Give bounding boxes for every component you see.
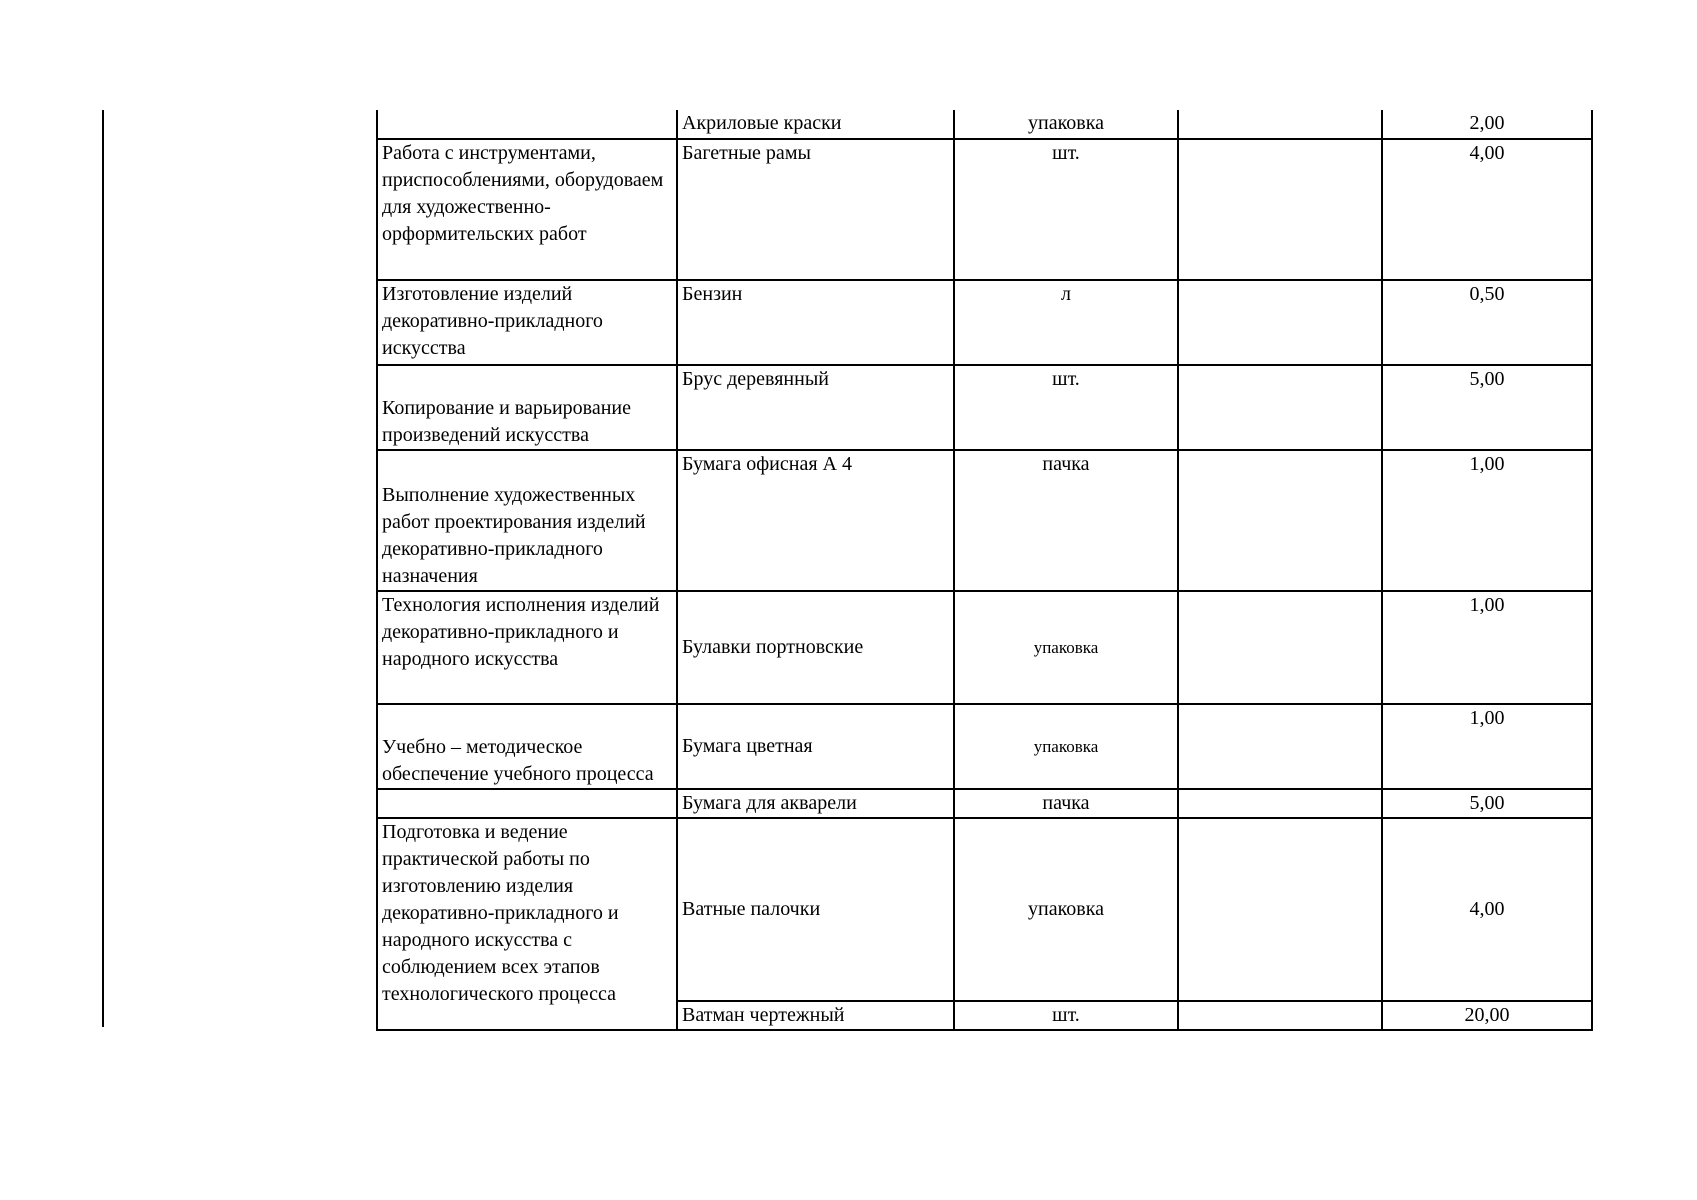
empty-cell xyxy=(1178,704,1382,789)
table-row xyxy=(377,818,1592,1001)
material-name-cell: Бензин xyxy=(677,280,954,365)
material-name-cell: Булавки портновские xyxy=(677,591,954,704)
unit-cell: пачка xyxy=(954,450,1178,591)
unit-cell: л xyxy=(954,280,1178,365)
quantity-cell: 5,00 xyxy=(1382,789,1592,818)
empty-cell xyxy=(1178,450,1382,591)
material-name-cell: Бумага цветная xyxy=(677,704,954,789)
material-name-cell: Ватные палочки xyxy=(677,818,954,1001)
quantity-cell: 1,00 xyxy=(1382,704,1592,789)
table-row xyxy=(377,139,1592,280)
unit-cell: шт. xyxy=(954,1001,1178,1030)
quantity-cell: 5,00 xyxy=(1382,365,1592,450)
quantity-cell: 20,00 xyxy=(1382,1001,1592,1030)
empty-cell xyxy=(1178,591,1382,704)
unit-cell: упаковка xyxy=(954,110,1178,139)
table-row xyxy=(377,704,1592,789)
unit-cell: шт. xyxy=(954,139,1178,280)
quantity-cell: 4,00 xyxy=(1382,818,1592,1001)
materials-table xyxy=(376,110,1593,1031)
table-row xyxy=(377,450,1592,591)
quantity-cell: 2,00 xyxy=(1382,110,1592,139)
section-cell: Копирование и варьирование произведений искусства xyxy=(377,365,677,450)
empty-cell xyxy=(1178,1001,1382,1030)
empty-cell xyxy=(1178,365,1382,450)
empty-cell xyxy=(1178,818,1382,1001)
unit-cell: упаковка xyxy=(954,818,1178,1001)
section-cell: Изготовление изделий декоративно-прикладного искусства xyxy=(377,280,677,365)
section-cell xyxy=(377,110,677,139)
empty-cell xyxy=(1178,280,1382,365)
table-row xyxy=(377,110,1592,139)
section-cell xyxy=(377,789,677,818)
material-name-cell: Брус деревянный xyxy=(677,365,954,450)
table-row xyxy=(377,591,1592,704)
material-name-cell: Акриловые краски xyxy=(677,110,954,139)
quantity-cell: 0,50 xyxy=(1382,280,1592,365)
table-row xyxy=(377,789,1592,818)
material-name-cell: Бумага офисная А 4 xyxy=(677,450,954,591)
table-row xyxy=(377,365,1592,450)
material-name-cell: Багетные рамы xyxy=(677,139,954,280)
material-name-cell: Бумага для акварели xyxy=(677,789,954,818)
section-cell: Работа с инструментами, приспособлениями, оборудоваем для художественно-орформительских работ xyxy=(377,139,677,280)
left-margin-rule xyxy=(102,110,104,1027)
section-cell: Выполнение художественных работ проектирования изделий декоративно-прикладного назначения xyxy=(377,450,677,591)
unit-cell: пачка xyxy=(954,789,1178,818)
section-cell: Подготовка и ведение практической работы по изготовлению изделия декоративно-прикладного и народного искусства с соблюдением всех этапов технологического процесса xyxy=(377,818,677,1030)
material-name-cell: Ватман чертежный xyxy=(677,1001,954,1030)
section-cell: Учебно – методическое обеспечение учебного процесса xyxy=(377,704,677,789)
empty-cell xyxy=(1178,139,1382,280)
empty-cell xyxy=(1178,110,1382,139)
quantity-cell: 1,00 xyxy=(1382,450,1592,591)
unit-cell: упаковка xyxy=(954,591,1178,704)
table-row xyxy=(377,280,1592,365)
quantity-cell: 4,00 xyxy=(1382,139,1592,280)
empty-cell xyxy=(1178,789,1382,818)
quantity-cell: 1,00 xyxy=(1382,591,1592,704)
unit-cell: упаковка xyxy=(954,704,1178,789)
section-cell: Технология исполнения изделий декоративно-прикладного и народного искусства xyxy=(377,591,677,704)
unit-cell: шт. xyxy=(954,365,1178,450)
